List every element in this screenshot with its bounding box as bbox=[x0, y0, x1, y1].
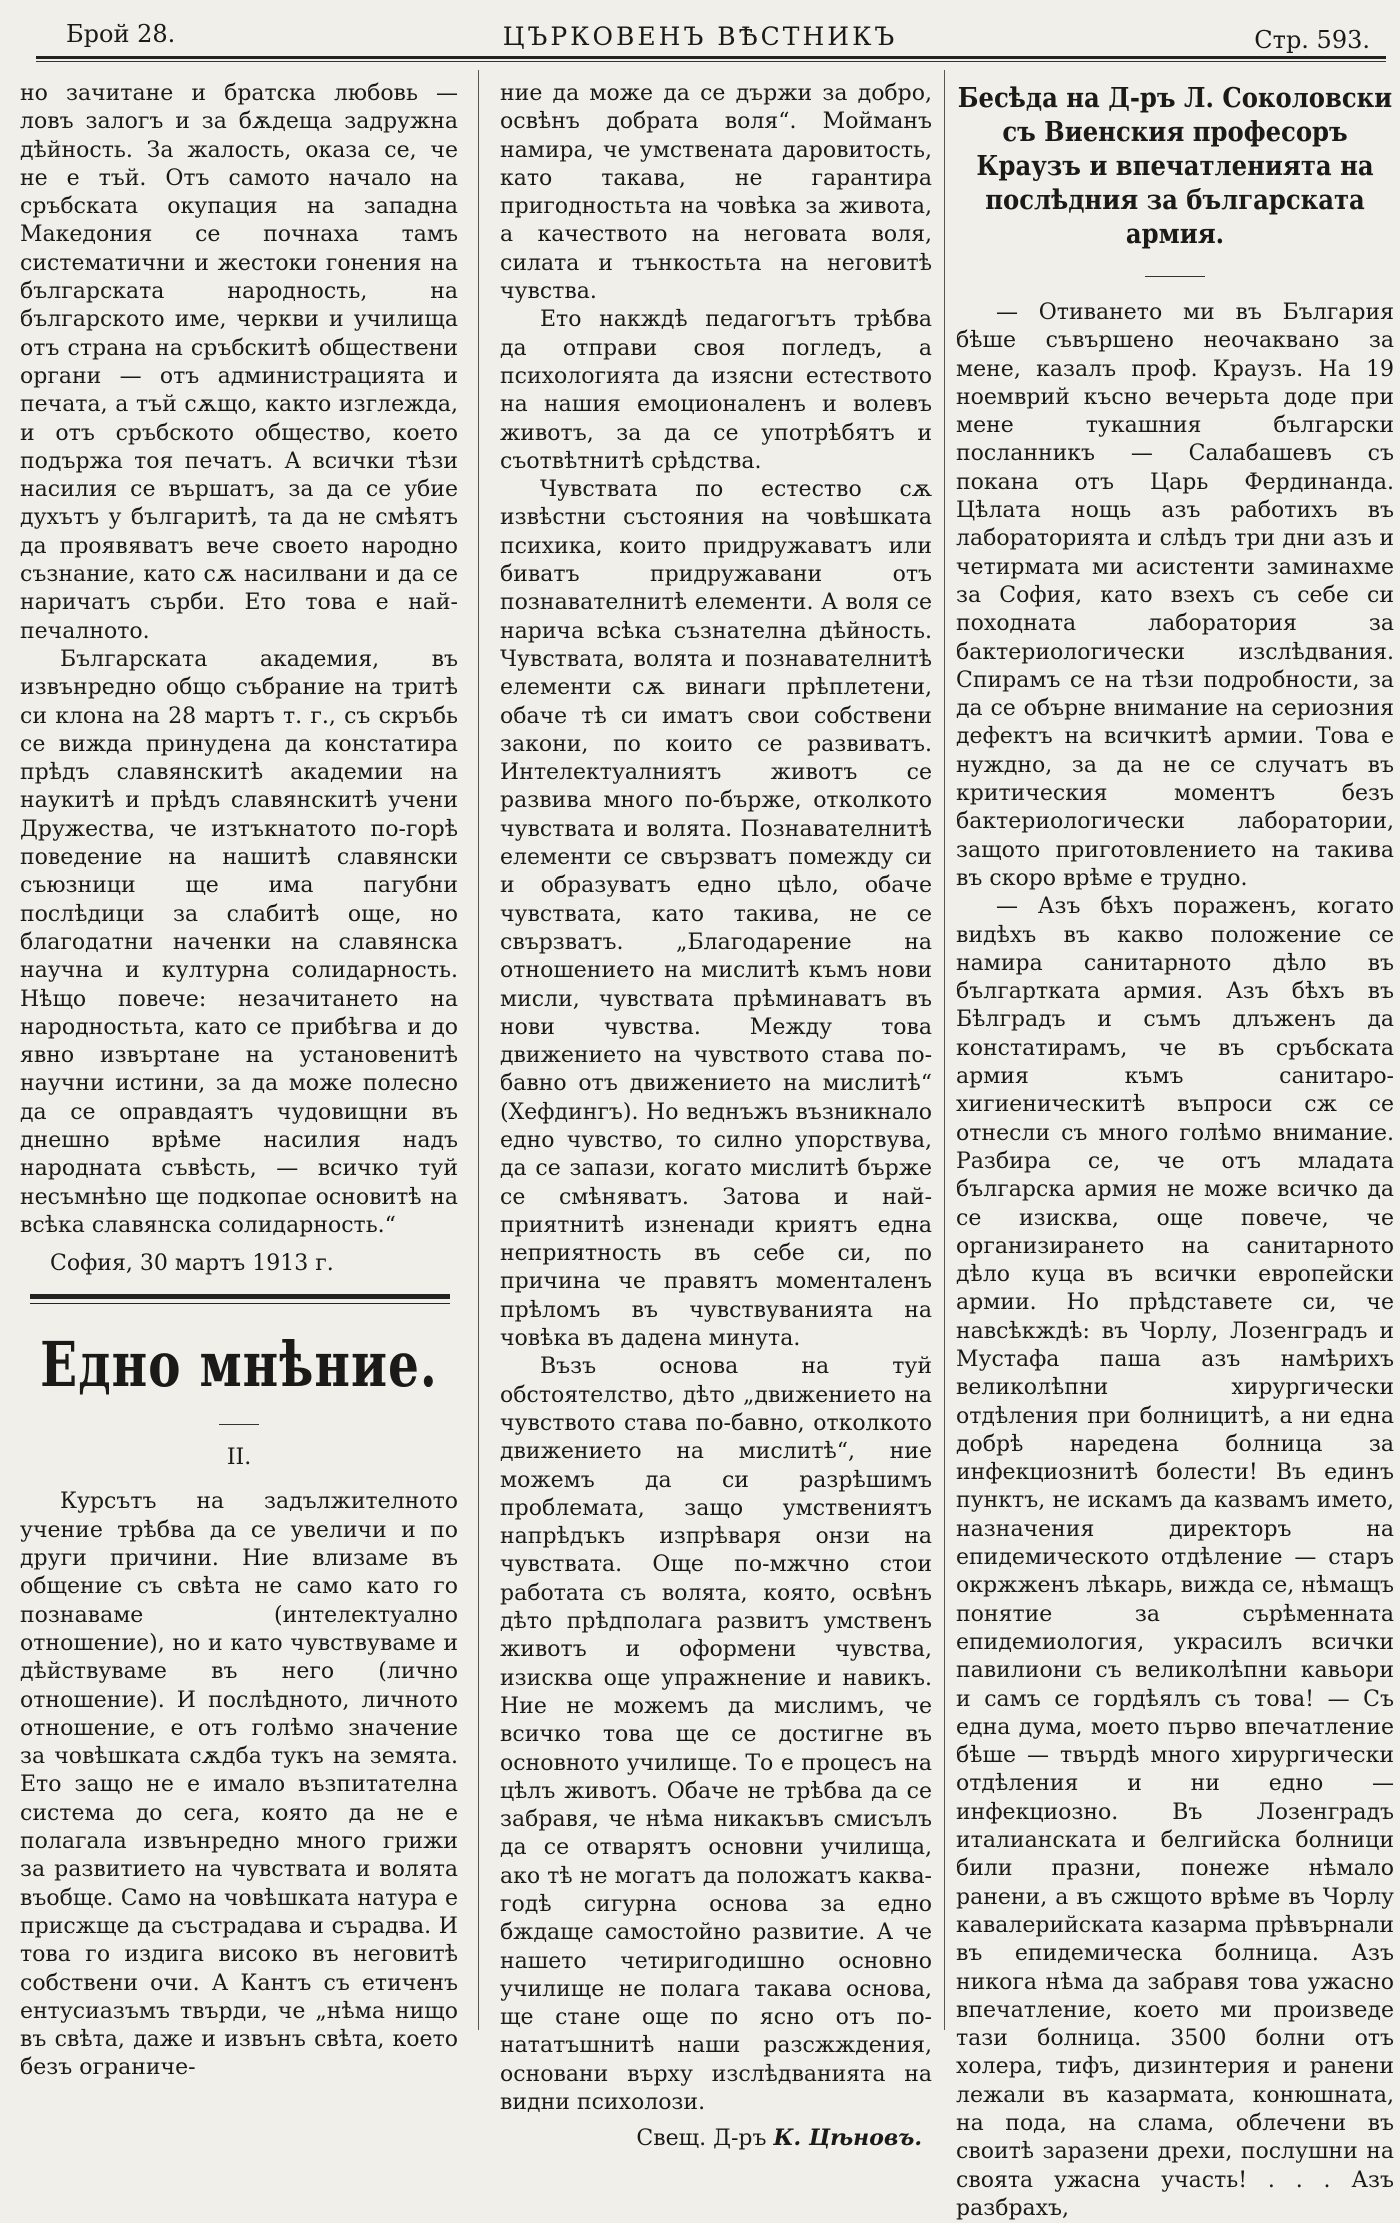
signature bbox=[500, 2125, 932, 2151]
column-divider bbox=[944, 70, 945, 2030]
masthead-rule bbox=[36, 56, 1386, 59]
column-left bbox=[20, 80, 458, 2081]
article-title: Едно мнѣние. bbox=[40, 1327, 438, 1402]
paragraph: но зачитане и братска любовь — ловъ залогъ и за бѫдеща задружна дѣйность. За жалость, оказа се, че не е тъй. Отъ самото начало на сръбската окупация на западна Македония се почнаха тамъ систематични и жестоки гонения на българската народность, на българското име, черкви и училища отъ страна на сръбскитѣ обществени органи — отъ администрацията и печата, а тъй сѫщо, както изглежда, и отъ сръбското общество, което подържа тоя печатъ. А всички тѣзи насилия се вършатъ, за да се убие духътъ у българитѣ, та да не смѣятъ да проявяватъ вече своето народно съзнание, като сѫ насилвани и да се наричатъ сърби. Ето това е най-печалното. bbox=[20, 81, 458, 644]
paragraph: — Отиването ми въ България бѣше съвършено неочаквано за мене, казалъ проф. Краузъ. На 19 ноемврий късно вечерьта доде при мене тукашния български посланникъ — Салабашевъ съ покана отъ Царь Фердинанда. Цѣлата нощь азъ работихъ въ лабораторията и слѣдъ три дни азъ и четирмата ми асистенти заминахме за София, като взехъ съ себе си походната лаборатория за бактериологически изслѣдвания. Спирамъ се на тѣзи подробности, за да се обърне внимание на сериозния дефектъ на всичкитѣ армии. Това е нуждно, за да не се случатъ въ критическия моментъ безъ бактериологически лаборатории, защото приготовлението на такива въ скоро врѣме е трудно. bbox=[956, 300, 1394, 891]
issue-number: Брой 28. bbox=[66, 20, 176, 48]
interview-title: Бесѣда на Д-ръ Л. Соколовски съ Виенския професоръ Краузъ и впечатленията на послѣдния за българската армия. bbox=[957, 83, 1393, 250]
column-middle bbox=[500, 80, 932, 2152]
masthead bbox=[0, 0, 1400, 64]
title-rule bbox=[1145, 276, 1205, 277]
newspaper-title: ЦЪРКОВЕНЪ ВѢСТНИКЪ bbox=[502, 22, 898, 51]
section-rule-thin bbox=[30, 1303, 450, 1304]
section-rule bbox=[30, 1294, 450, 1299]
page-number: Стр. 593. bbox=[1254, 26, 1370, 54]
column-right bbox=[956, 80, 1394, 2221]
column-divider bbox=[478, 70, 479, 2030]
paragraph: Българската академия, въ извънредно общо събрание на тритѣ си клона на 28 мартъ т. г., съ скръбь се вижда принудена да констатира прѣдъ славянскитѣ академии на наукитѣ и прѣдъ славянскитѣ учени Дружества, че изтъкнатото по-горѣ поведение на нашитѣ славянски съюзници ще има пагубни послѣдици за слабитѣ още, но благодатни наченки на славянска научна и културна солидарность. Нѣщо повече: незачитането на народностьта, като се прибѣгва и до явно извъртане на установенитѣ научни истини, за да може полесно да се оправдаятъ чудовищни въ днешно врѣме насилия надъ народната съвѣсть, — всичко туй несъмнѣно ще подкопае основитѣ на всѣка славянска солидарность.“ bbox=[20, 646, 458, 1238]
signature-name: К. Цѣновъ. bbox=[773, 2125, 922, 2152]
masthead-rule-thin bbox=[36, 61, 1386, 62]
paragraph: Ето накждѣ педагогътъ трѣбва да отправи своя погледъ, а психологията да изясни естеството на нашия емоционаленъ и волевъ животъ, за да се употрѣбятъ и съотвѣтнитѣ срѣдства. bbox=[500, 307, 932, 474]
title-rule bbox=[219, 1424, 259, 1425]
paragraph: Чувствата по естество сѫ извѣстни състояния на човѣшката психика, които придружаватъ или биватъ придружавани отъ познавателнитѣ елементи. А воля се нарича всѣка съзнателна дѣйность. Чувствата, волята и познавателнитѣ елементи сѫ винаги прѣплетени, обаче тѣ си иматъ свои собствени закони, по които се развиватъ. Интелектуалниятъ животъ се развива много по-бърже, отколкото чувствата и волята. Познавателнитѣ елементи се свързватъ помежду си и образуватъ едно цѣло, обаче чувствата, като такива, не се свързватъ. „Благодарение на отношението на мислитѣ къмъ нови мисли, чувствата прѣминаватъ въ нови чувства. Между това движението на чувството става по-бавно отъ движението на мислитѣ“ (Хефдингъ). Но веднъжъ възникнало едно чувство, то силно упорствува, да се запази, когато мислитѣ бърже се смѣняватъ. Затова и най-приятнитѣ изненади криятъ една неприятность въ себе си, по причина че правятъ моменталенъ прѣломъ въ чувствуванията на човѣка въ дадена минута. bbox=[500, 477, 932, 1352]
signature-prefix: Свещ. Д-ръ bbox=[636, 2126, 767, 2152]
paragraph: ние да може да се държи за добро, освѣнъ добрата воля“. Мойманъ намира, че умствената даровитость, като такава, не гарантира пригодностьта на човѣка за живота, а качеството на неговата воля, силата и тънкостьта на неговитѣ чувства. bbox=[500, 81, 932, 305]
part-number: II. bbox=[226, 1445, 252, 1471]
paragraph: — Азъ бѣхъ пораженъ, когато видѣхъ въ какво положение се намира санитарното дѣло въ българтката армия. Азъ бѣхъ въ Бѣлградъ и съмъ длъженъ да констатирамъ, че въ сръбската армия къмъ санитаро-хигиеническитѣ въпроси сж се отнесли съ много голѣмо внимание. Разбира се, че отъ младата българска армия не може всичко да се изисква, още повече, че организирането на санитарното дѣло куца въ всички европейски армии. Но прѣдставете си, че навсѣкждѣ: въ Чорлу, Лозенградъ и Мустафа паша азъ намѣрихъ великолѣпни хирургически отдѣления при болницитѣ, а ни една добрѣ наредена болница за инфекциознитѣ болести! Въ единъ пунктъ, не искамъ да казвамъ името, назначения директоръ на епидемическото отдѣление — старъ окржженъ лѣкарь, виждa се, нѣмащъ понятие за сърѣменната епидемиология, украсилъ всички павилиони съ великолѣпни кавьори и самъ се гордѣялъ съ това! — Съ една дума, моето първо впечатление бѣше — твърдѣ много хирургически отдѣления и ни едно — инфекциозно. Въ Лозенградъ италианската и белгийска болници били празни, понеже нѣмало ранени, а въ сжщото врѣме въ Чорлу кавалерийската казарма прѣвърнали въ епидемическа болница. Азъ никога нѣма да забравя това ужасно впечатление, което ми произведе тази болница. 3500 болни отъ холера, тифъ, дизинтерия и ранени лежали въ казармата, конюшната, на пода, на слама, облечени въ своитѣ заразени дрехи, послушни на своята ужасна участь! . . . Азъ разбрахъ, bbox=[956, 894, 1394, 2221]
dateline: София, 30 мартъ 1913 г. bbox=[50, 1251, 334, 1277]
paragraph: Възъ основа на туй обстоятелство, дѣто „движението на чувството става по-бавно, отколкото движението на мислитѣ“, ние можемъ да си разрѣшимъ проблемата, защо умствениятъ напрѣдъкъ изпрѣваря онзи на чувствата. Още по-мжчно стои работата съ волята, която, освѣнъ дѣто прѣдполага развитъ умственъ животъ и оформени чувства, изисква още упражнение и навикъ. Ние не можемъ да мислимъ, че всичко това ще се достигне въ основното училище. То е процесъ на цѣлъ животъ. Обаче не трѣбва да се забравя, че нѣма никакъвъ смисълъ да се отварятъ основни училища, ако тѣ не могатъ да положатъ каква-годѣ сигурна основа за едно бждаще самостойно развитие. А че нашето четиригодишно основно училище не полага такава основа, ще стане още по ясно отъ по-нататъшнитѣ наши разсжждения, основани върху изслѣдванията на видни психолози. bbox=[500, 1354, 932, 2116]
paragraph: Курсътъ на задължителното учение трѣбва да се увеличи и по други причини. Ние влизаме въ общение съ свѣта не само като го познаваме (интелектуално отношение), но и като чувствуваме и дѣйствуваме въ него (лично отношение). И послѣдното, личното отношение, е отъ голѣмо значение за човѣшката сѫдба тукъ на земята. Ето защо не е имало възпитателна система до сега, която да не е полагала извънредно много грижи за развитието на чувствата и волята въобще. Само на човѣшката натура е присжще да състрадава и сърадва. И това го издига високо въ неговитѣ собствени очи. А Кантъ съ етиченъ ентусиазъмъ твърди, че „нѣма нищо въ свѣта, даже и извънъ свѣта, което безъ ограниче- bbox=[20, 1489, 458, 2081]
